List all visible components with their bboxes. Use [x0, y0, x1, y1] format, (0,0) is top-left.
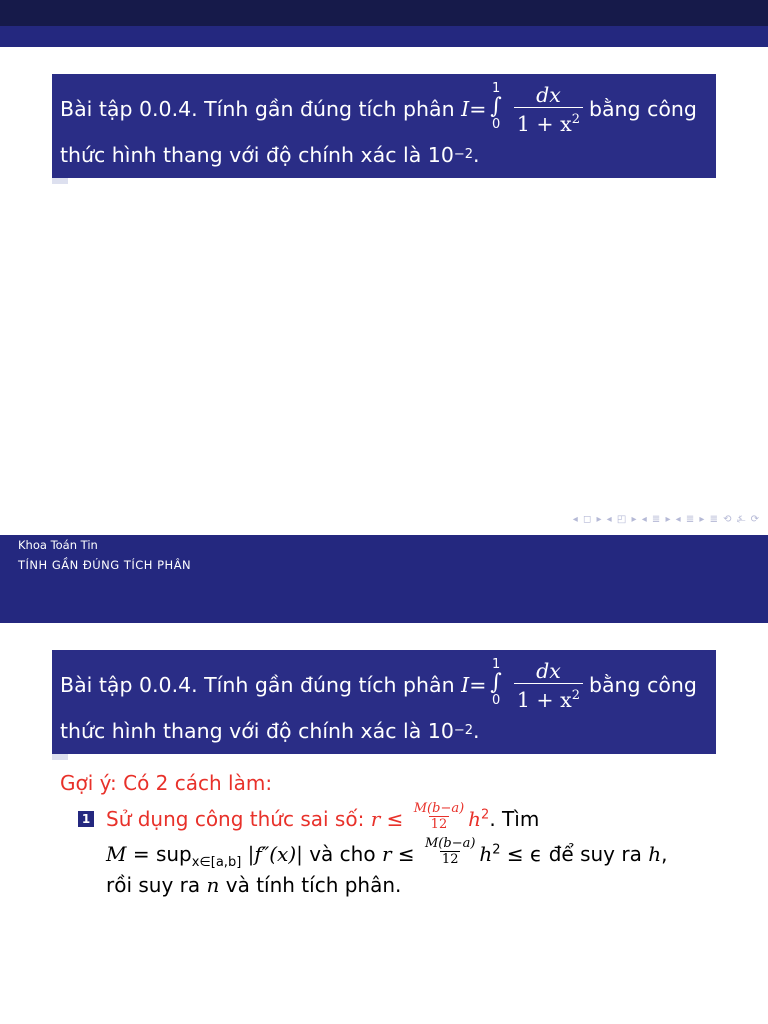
error-formula-label: Sử dụng công thức sai số: [106, 807, 371, 831]
exercise-line-2-text: thức hình thang với độ chính xác là 10 [60, 719, 454, 743]
box-shadow-tab [52, 754, 68, 760]
fraction-denominator [514, 683, 583, 712]
line2-fraction [423, 836, 477, 867]
header-band-dark [0, 0, 768, 26]
denominator-exponent: 2 [571, 111, 580, 127]
fraction-numerator: dx [536, 82, 561, 107]
footer-author-bar [0, 535, 768, 555]
line2-comma: , [661, 842, 668, 866]
exercise-box [52, 650, 716, 754]
denominator-base: 1 + x [516, 687, 572, 712]
integral-sign: ∫ [490, 670, 502, 695]
integral-variable: I [461, 97, 470, 121]
integral-symbol [490, 82, 501, 132]
sup-M: M [106, 842, 127, 866]
error-le: ≤ [380, 807, 410, 831]
footer [0, 535, 768, 575]
exercise-line-2-end: . [473, 143, 480, 167]
navigation-icons[interactable]: ◂ ◻ ▸ ◂ ◰ ▸ ◂ ≣ ▸ ◂ ≣ ▸ ≣ ⟲ ⍼ ⟳ [572, 514, 760, 525]
fraction-denominator [514, 107, 583, 136]
footer-author: Khoa Toán Tin [18, 538, 98, 552]
error-fraction-denominator: 12 [430, 817, 448, 832]
footer-title: TÍNH GẦN ĐÚNG TÍCH PHÂN [18, 558, 192, 572]
exercise-line-2 [60, 708, 716, 754]
equals-sign: = [469, 673, 487, 697]
error-h: h [468, 807, 482, 831]
integral-upper-limit: 1 [492, 81, 501, 96]
slide-2 [0, 575, 768, 1024]
error-formula-text [106, 801, 490, 832]
line3-b: và tính tích phân. [219, 873, 402, 897]
line2-le: ≤ [391, 842, 421, 866]
integral-lower-limit: 0 [492, 117, 501, 132]
integral-lower-limit: 0 [492, 693, 501, 708]
line2-h-var: h [648, 842, 662, 866]
exercise-box [52, 74, 716, 178]
box-shadow-tab [52, 178, 68, 184]
sup-abs: |f″(x)| [241, 842, 303, 866]
enumerate-bullet [78, 811, 94, 827]
exercise-suffix: bằng công [588, 97, 697, 121]
exercise-suffix: bằng công [588, 673, 697, 697]
integral-upper-limit: 1 [492, 657, 501, 672]
fraction-numerator: dx [536, 658, 561, 683]
precision-exponent: −2 [453, 147, 474, 162]
exercise-line-2-end: . [473, 719, 480, 743]
line2-fraction-numerator: M(b−a) [424, 836, 476, 851]
line2-eps: ≤ ϵ [500, 842, 549, 866]
integrand-fraction [514, 83, 583, 136]
line2-end: để suy ra [548, 842, 649, 866]
hint-item-line-1 [106, 801, 540, 836]
exercise-line-2-text: thức hình thang với độ chính xác là 10 [60, 143, 454, 167]
hint-heading [60, 771, 272, 795]
integrand-fraction [514, 659, 583, 712]
line2-h-exponent: 2 [492, 842, 501, 858]
line2-fraction-denominator: 12 [441, 852, 459, 867]
exercise-line-1 [60, 657, 716, 712]
line2-r: r [381, 842, 392, 866]
exercise-prefix: Bài tập 0.0.4. Tính gần đúng tích phân [60, 97, 455, 121]
footer-title-bar [0, 555, 768, 575]
hint-item-line-2 [106, 836, 668, 871]
line2-h: h [479, 842, 493, 866]
bullet-number: 1 [81, 812, 91, 826]
denominator-exponent: 2 [571, 687, 580, 703]
beamer-navigation-bar[interactable] [573, 514, 760, 525]
error-r: r [370, 807, 381, 831]
sup-eq: = sup [126, 842, 192, 866]
integral-sign: ∫ [490, 94, 502, 119]
sup-subscript: x∈[a,b] [191, 855, 242, 870]
error-fraction-numerator: M(b−a) [413, 801, 465, 816]
exercise-line-2 [60, 132, 716, 178]
integral-symbol [490, 658, 501, 708]
denominator-base: 1 + x [516, 111, 572, 136]
precision-exponent: −2 [453, 723, 474, 738]
integral-variable: I [461, 673, 470, 697]
hint-item-line-3 [106, 873, 401, 897]
line2-mid: và cho [302, 842, 382, 866]
exercise-line-1 [60, 81, 716, 136]
line3-n: n [206, 873, 220, 897]
equals-sign: = [469, 97, 487, 121]
line3-a: rồi suy ra [106, 873, 207, 897]
error-fraction [412, 801, 466, 832]
exercise-prefix: Bài tập 0.0.4. Tính gần đúng tích phân [60, 673, 455, 697]
hint-label: Gợi ý: Có 2 cách làm: [60, 771, 273, 795]
header-band [0, 575, 768, 623]
hint-item-line-1-end: . Tìm [489, 807, 540, 831]
header-band [0, 26, 768, 47]
error-h-exponent: 2 [481, 807, 490, 823]
